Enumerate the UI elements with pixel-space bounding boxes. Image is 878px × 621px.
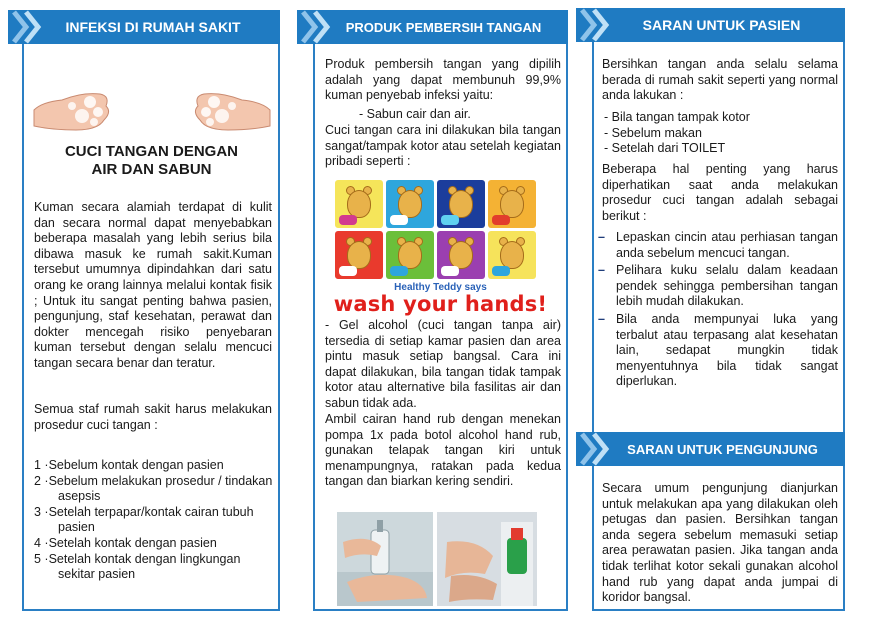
hand-pump-photo (337, 512, 433, 606)
product-item-gel: - Gel alcohol (cuci tangan tanpa air) tersedia di setiap kamar pasien dan area pintu masuk setiap bangsal. Cara ini dapat dilakukan, bila tangan tidak tampak kotor atau alternative bila fasilitas air dan sabun tidak ada. (325, 318, 561, 410)
list-item: - Sebelum makan (604, 125, 702, 140)
panel-produk (313, 28, 568, 611)
sanitizer-dispenser-photo (437, 512, 537, 606)
teddy-cell (488, 180, 536, 228)
product-paragraph-2: Cuci tangan cara ini dilakukan bila tangan sangat/tampak kotor atau setelah kegiatan pribadi seperti : (325, 123, 561, 169)
patient-paragraph: Bersihkan tangan anda selalu selama berada di rumah sakit seperti yang normal anda lakukan : (602, 57, 838, 103)
banner-saran-pengunjung (576, 432, 845, 466)
chevron-icon (580, 8, 620, 42)
handrub-paragraph: Ambil cairan hand rub dengan menekan pompa 1x pada botol alcohol hand rub, gunakan telapak tangan kiri untuk menampungnya, ratakan pada kedua tangan dan biarkan kering sendiri. (325, 412, 561, 489)
teddy-slogan: wash your hands! (333, 292, 548, 316)
teddy-bear-icon (449, 190, 473, 218)
banner-title: INFEKSI DI RUMAH SAKIT (65, 19, 241, 35)
list-item: - Setelah dari TOILET (604, 141, 726, 156)
banner-title: PRODUK PEMBERSIH TANGAN (345, 19, 542, 35)
teddy-bear-icon (398, 190, 422, 218)
teddy-cell (437, 231, 485, 279)
list-item: 5 ·Setelah kontak dengan lingkungan sekitar pasien (34, 551, 241, 582)
product-item-soap: - Sabun cair dan air. (359, 107, 471, 121)
list-item: – Pelihara kuku selalu dalam keadaan pendek sehingga pembersihan tangan lebih mudah dilakukan. (598, 263, 838, 310)
banner-infeksi (8, 10, 280, 44)
teddy-bear-icon (347, 190, 371, 218)
chevron-icon (12, 10, 52, 44)
teddy-bear-icon (500, 190, 524, 218)
product-paragraph: Produk pembersih tangan yang dipilih adalah yang dapat membunuh 99,9% kuman penyebab infeksi yaitu: (325, 57, 561, 103)
teddy-cell (386, 231, 434, 279)
banner-saran-pasien (576, 8, 845, 42)
teddy-bear-icon (449, 241, 473, 269)
patient-tips-list (598, 230, 838, 392)
section-heading: CUCI TANGAN DENGAN AIR DAN SABUN (64, 143, 239, 178)
soapy-hand-left-icon (34, 94, 109, 130)
intro-paragraph-2: Semua staf rumah sakit harus melakukan prosedur cuci tangan : (34, 402, 272, 432)
teddy-cell (386, 180, 434, 228)
teddy-cell (335, 180, 383, 228)
panel-infeksi (22, 28, 280, 611)
list-item: – Bila anda mempunyai luka yang terbalut atau terpasang alat kesehatan lain, sedapat mungkin tidak menyentuhnya bila tidak sangat diperlukan. (598, 312, 838, 390)
banner-title: SARAN UNTUK PENGUNJUNG (627, 441, 818, 457)
teddy-caption: Healthy Teddy says (394, 282, 487, 293)
banner-produk (297, 10, 568, 44)
banner-title: SARAN UNTUK PASIEN (642, 17, 801, 33)
list-item: 2 ·Sebelum melakukan prosedur / tindakan asepsis (34, 473, 273, 504)
procedure-steps-list (34, 458, 279, 583)
soapy-hands-illustration (32, 72, 272, 138)
list-item: – Lepaskan cincin atau perhiasan tangan anda sebelum mencuci tangan. (598, 230, 838, 261)
visitor-paragraph: Secara umum pengunjung dianjurkan untuk melakukan apa yang dilakukan oleh petugas dan pasien. Bersihkan tangan anda segera sebelum memasuki setiap area perawatan pasien. Jika tangan anda tidak terlihat kotor sekali gunakan alcohol hand rub yang dapat anda jumpai di koridor bangsal. (602, 481, 838, 605)
intro-paragraph: Kuman secara alamiah terdapat di kulit dan secara normal dapat menyebabkan beberapa masalah yang lebih serius bila dibawa masuk ke rumah sakit.Kuman tersebut umumnya dipindahkan dari satu orang ke orang lainnya melalui kontak fisik ; Untuk itu sangat penting bahwa pasien, pengunjung, staf kesehatan, perawat dan dokter mencegah risiko penyebaran kuman tersebut dengan selalu mencuci tangan secara benar dan teratur. (34, 200, 272, 370)
soapy-hand-right-icon (195, 94, 270, 130)
teddy-cell (437, 180, 485, 228)
list-item: - Bila tangan tampak kotor (604, 110, 750, 124)
teddy-poster (335, 180, 536, 279)
teddy-cell (335, 231, 383, 279)
panel-saran (592, 28, 845, 611)
teddy-bear-icon (347, 241, 371, 269)
list-item: 3 ·Setelah terpapar/kontak cairan tubuh pasien (34, 504, 254, 535)
teddy-cell (488, 231, 536, 279)
patient-paragraph-2: Beberapa hal penting yang harus diperhatikan saat anda melakukan prosedur cuci tangan adalah sebagai berikut : (602, 162, 838, 223)
teddy-bear-icon (500, 241, 524, 269)
teddy-bear-icon (398, 241, 422, 269)
patient-situations-list (604, 110, 834, 157)
list-item: 4 ·Setelah kontak dengan pasien (34, 535, 217, 550)
list-item: 1 ·Sebelum kontak dengan pasien (34, 458, 224, 472)
